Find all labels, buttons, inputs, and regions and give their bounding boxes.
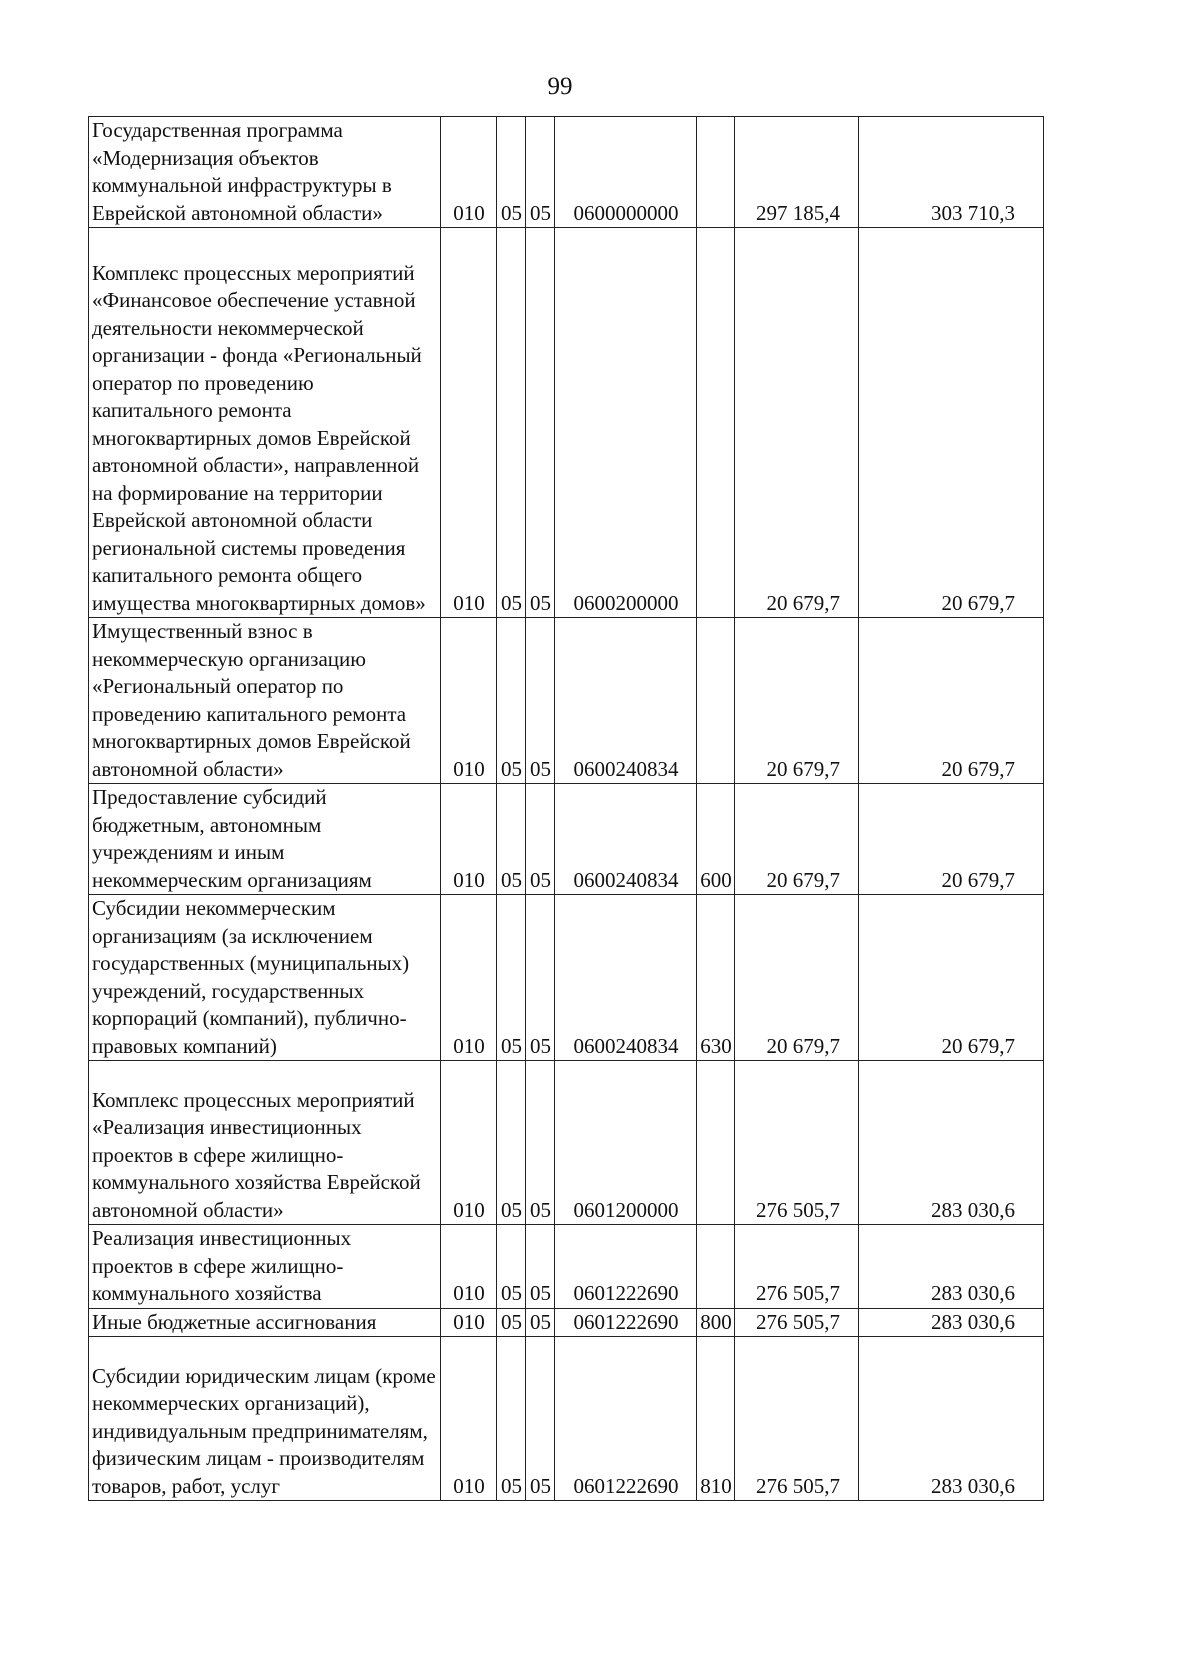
ministry-code: 010 [441,1061,497,1225]
target-code: 0601200000 [555,1061,697,1225]
amount-2: 20 679,7 [859,784,1044,895]
target-code: 0601222690 [555,1337,697,1501]
table-row [89,117,1044,228]
section-code: 05 [497,1061,526,1225]
amount-2: 20 679,7 [859,618,1044,784]
subsection-code: 05 [526,228,555,618]
expense-type-code: 600 [697,784,735,895]
target-code: 0601222690 [555,1308,697,1337]
target-code: 0600240834 [555,618,697,784]
table-row [89,784,1044,895]
expense-type-code: 800 [697,1308,735,1337]
table-row [89,618,1044,784]
section-code: 05 [497,117,526,228]
amount-1: 276 505,7 [735,1308,859,1337]
amount-1: 276 505,7 [735,1061,859,1225]
ministry-code: 010 [441,618,497,784]
subsection-code: 05 [526,895,555,1061]
amount-2: 20 679,7 [859,228,1044,618]
target-code: 0600240834 [555,895,697,1061]
amount-1: 20 679,7 [735,618,859,784]
target-code: 0600240834 [555,784,697,895]
row-name: Субсидии некоммерческим организациям (за исключением государственных (муниципальных) учреждений, государственных корпораций (компаний), публично-правовых компаний) [89,895,441,1061]
expense-type-code: 630 [697,895,735,1061]
amount-1: 276 505,7 [735,1337,859,1501]
table-row [89,1308,1044,1337]
subsection-code: 05 [526,1225,555,1309]
section-code: 05 [497,784,526,895]
row-name: Иные бюджетные ассигнования [89,1308,441,1337]
subsection-code: 05 [526,618,555,784]
subsection-code: 05 [526,117,555,228]
amount-1: 20 679,7 [735,784,859,895]
ministry-code: 010 [441,228,497,618]
expense-type-code: 810 [697,1337,735,1501]
amount-2: 303 710,3 [859,117,1044,228]
target-code: 0600200000 [555,228,697,618]
amount-2: 283 030,6 [859,1337,1044,1501]
expense-type-code [697,117,735,228]
row-name: Предоставление субсидий бюджетным, автономным учреждениям и иным некоммерческим организациям [89,784,441,895]
subsection-code: 05 [526,1337,555,1501]
subsection-code: 05 [526,784,555,895]
expense-type-code [697,228,735,618]
row-name: Имущественный взнос в некоммерческую организацию «Региональный оператор по проведению капитального ремонта многоквартирных домов Еврейской автономной области» [89,618,441,784]
amount-1: 20 679,7 [735,895,859,1061]
table-row [89,1225,1044,1309]
row-name: Комплекс процессных мероприятий «Реализация инвестиционных проектов в сфере жилищно-коммунального хозяйства Еврейской автономной области» [89,1061,441,1225]
subsection-code: 05 [526,1061,555,1225]
table-row [89,1337,1044,1501]
table-row [89,895,1044,1061]
row-name: Субсидии юридическим лицам (кроме некоммерческих организаций), индивидуальным предпринимателям, физическим лицам - производителям товаров, работ, услуг [89,1337,441,1501]
ministry-code: 010 [441,117,497,228]
section-code: 05 [497,1225,526,1309]
ministry-code: 010 [441,1337,497,1501]
ministry-code: 010 [441,784,497,895]
row-name: Государственная программа «Модернизация объектов коммунальной инфраструктуры в Еврейской автономной области» [89,117,441,228]
target-code: 0601222690 [555,1225,697,1309]
amount-1: 297 185,4 [735,117,859,228]
expense-type-code [697,1225,735,1309]
table-row [89,1061,1044,1225]
section-code: 05 [497,1308,526,1337]
ministry-code: 010 [441,895,497,1061]
amount-2: 283 030,6 [859,1061,1044,1225]
table-row [89,228,1044,618]
amount-1: 20 679,7 [735,228,859,618]
amount-2: 283 030,6 [859,1308,1044,1337]
budget-table [88,116,1044,1501]
budget-table-body [89,117,1044,1501]
row-name: Реализация инвестиционных проектов в сфере жилищно-коммунального хозяйства [89,1225,441,1309]
subsection-code: 05 [526,1308,555,1337]
section-code: 05 [497,1337,526,1501]
target-code: 0600000000 [555,117,697,228]
section-code: 05 [497,618,526,784]
section-code: 05 [497,895,526,1061]
page-number: 99 [547,73,573,100]
expense-type-code [697,1061,735,1225]
amount-1: 276 505,7 [735,1225,859,1309]
ministry-code: 010 [441,1225,497,1309]
section-code: 05 [497,228,526,618]
expense-type-code [697,618,735,784]
ministry-code: 010 [441,1308,497,1337]
amount-2: 283 030,6 [859,1225,1044,1309]
amount-2: 20 679,7 [859,895,1044,1061]
row-name: Комплекс процессных мероприятий «Финансовое обеспечение уставной деятельности некоммерческой организации - фонда «Региональный оператор по проведению капитального ремонта многоквартирных домов Еврейской автономной области», направленной на формирование на территории Еврейской автономной области региональной системы проведения капитального ремонта общего имущества многоквартирных домов» [89,228,441,618]
